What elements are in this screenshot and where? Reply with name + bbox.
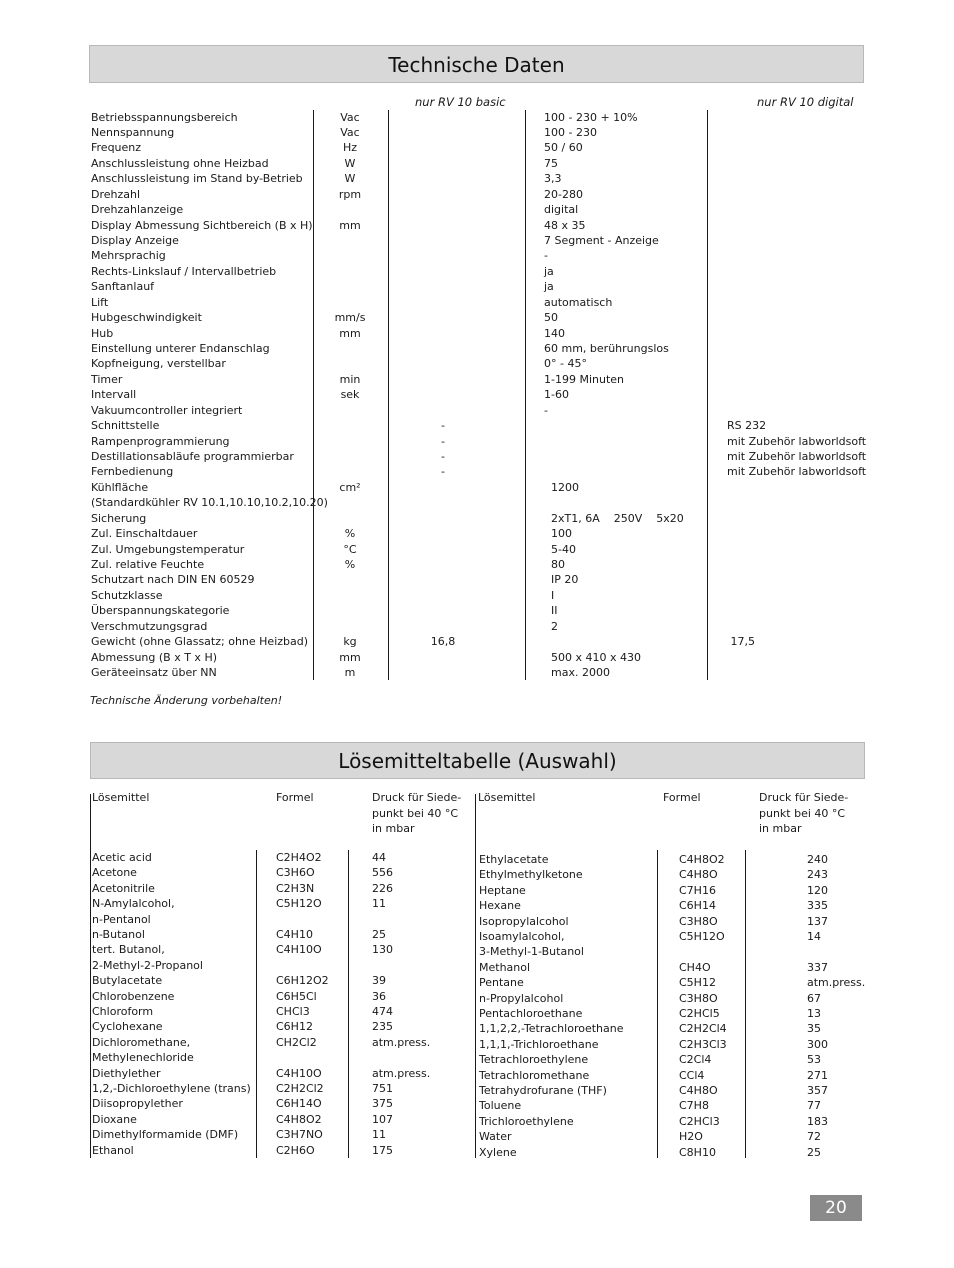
solvent-name: Acetone <box>92 866 137 880</box>
solvent-pressure: 107 <box>372 1112 393 1126</box>
spec-unit: mm <box>339 326 361 340</box>
solvent-name: Tetrahydrofurane (THF) <box>479 1084 607 1097</box>
spec-label: Nennspannung <box>91 125 175 139</box>
spec-label: Rampenprogrammierung <box>91 434 230 448</box>
spec-unit: W <box>344 156 356 170</box>
spec-label: Vakuumcontroller integriert <box>91 403 243 417</box>
spec-digital-value: mit Zubehör labworldsoft <box>727 434 867 448</box>
spec-unit: rpm <box>338 187 362 201</box>
spec-value: 50 / 60 <box>544 141 583 155</box>
technical-note: Technische Änderung vorbehalten! <box>90 694 283 707</box>
spec-basic-value: - <box>441 465 445 479</box>
spec-unit: % <box>344 527 356 541</box>
spec-label: Display Anzeige <box>91 233 179 247</box>
spec-value: max. 2000 <box>544 665 610 679</box>
spec-digital-value: 17,5 <box>727 635 755 649</box>
solvent-pressure: 243 <box>807 868 828 882</box>
spec-value: I <box>544 588 555 602</box>
spec-value: 50 <box>544 311 558 325</box>
solvent-pressure: atm.press. <box>807 976 866 990</box>
solvent-name: Water <box>479 1130 512 1144</box>
spec-basic-value: 16,8 <box>430 635 456 649</box>
solvent-name: Dichloromethane, <box>92 1035 191 1049</box>
spec-digital-value: mit Zubehör labworldsoft <box>727 465 867 479</box>
solvent-name: Isopropylalcohol <box>479 914 569 928</box>
solvent-formula: C2H2Cl2 <box>276 1082 324 1095</box>
solvent-name: Trichloroethylene <box>479 1114 574 1128</box>
spec-label: Display Abmessung Sichtbereich (B x H) <box>91 218 313 232</box>
solvent-pressure: 183 <box>807 1114 828 1128</box>
spec-value: 1-60 <box>544 388 569 402</box>
header-digital: nur RV 10 digital <box>757 95 854 109</box>
spec-label: Hub <box>91 326 114 340</box>
spec-label: Intervall <box>91 388 137 402</box>
col-header-pressure: Druck für Siede- punkt bei 40 °C in mbar <box>372 791 462 835</box>
spec-unit: Hz <box>342 141 358 155</box>
solvent-pressure: 14 <box>807 930 821 943</box>
solvent-pressure: 77 <box>807 1099 821 1113</box>
solvent-row <box>0 1114 954 1129</box>
solvent-formula: C2H4O2 <box>276 851 322 864</box>
spec-value: - <box>544 403 548 417</box>
spec-value: IP 20 <box>544 573 579 587</box>
spec-value: 75 <box>544 156 558 170</box>
solvent-pressure: 130 <box>372 943 393 957</box>
solvent-row <box>0 914 954 929</box>
solvent-name: 1,1,2,2,-Tetrachloroethane <box>479 1022 624 1036</box>
solvent-formula: CH4O <box>679 960 711 974</box>
page-number: 20 <box>810 1195 862 1221</box>
solvent-formula: C6H12O2 <box>276 974 329 988</box>
spec-value: 80 <box>544 557 565 571</box>
spec-value: 1200 <box>544 480 579 494</box>
solvent-name: n-Butanol <box>92 928 145 941</box>
solvent-row <box>0 852 954 867</box>
spec-label: Anschlussleistung ohne Heizbad <box>91 156 269 170</box>
spec-value: 3,3 <box>544 172 562 186</box>
spec-digital-value: mit Zubehör labworldsoft <box>727 449 867 463</box>
spec-label: Zul. Einschaltdauer <box>91 527 198 541</box>
solvent-pressure: 357 <box>807 1084 828 1097</box>
spec-digital-value: RS 232 <box>727 419 767 433</box>
solvent-row <box>0 1129 954 1144</box>
spec-unit: mm <box>339 650 361 664</box>
solvent-pressure: 11 <box>372 1128 386 1142</box>
spec-unit: Vac <box>340 110 360 124</box>
spec-value: 20-280 <box>544 187 583 201</box>
solvent-row <box>0 1098 954 1113</box>
solvent-pressure: atm.press. <box>372 1035 431 1049</box>
solvent-row <box>0 929 954 944</box>
spec-label: Destillationsabläufe programmierbar <box>91 449 294 463</box>
solvent-formula: C6H14O <box>276 1097 322 1111</box>
solvent-row <box>0 1037 954 1052</box>
solvent-formula: C4H10O <box>276 943 322 957</box>
solvent-formula: C8H10 <box>679 1145 716 1159</box>
spec-unit: mm <box>339 218 361 232</box>
spec-label: Verschmutzungsgrad <box>91 619 208 633</box>
solvent-formula: C6H5Cl <box>276 989 317 1003</box>
solvent-row <box>0 944 954 959</box>
solvent-name: Ethylacetate <box>479 853 549 866</box>
spec-label: Sicherung <box>91 511 147 525</box>
solvent-formula: C2Cl4 <box>679 1053 712 1067</box>
spec-value: automatisch <box>544 295 613 309</box>
spec-value: II <box>544 604 558 618</box>
solvent-name: Hexane <box>479 899 521 913</box>
spec-value: 2xT1, 6A 250V 5x20 <box>544 511 684 525</box>
solvent-formula: C2H3Cl3 <box>679 1037 727 1051</box>
spec-label: Lift <box>91 295 109 309</box>
spec-basic-value: - <box>441 449 445 463</box>
solvent-name: Xylene <box>479 1145 517 1159</box>
solvent-pressure: 67 <box>807 991 821 1005</box>
spec-label: Überspannungskategorie <box>91 604 230 618</box>
solvent-name: Dimethylformamide (DMF) <box>92 1128 239 1142</box>
solvent-pressure: 751 <box>372 1082 393 1095</box>
solvent-formula: C2HCl5 <box>679 1007 720 1020</box>
solvent-row <box>0 1068 954 1083</box>
spec-label: Kühlfläche <box>91 480 149 494</box>
solvent-name: 3-Methyl-1-Butanol <box>479 945 584 959</box>
solvent-pressure: 235 <box>372 1020 393 1034</box>
solvent-row <box>0 1052 954 1067</box>
solvent-formula: C4H8O <box>679 868 718 882</box>
solvent-formula: CCl4 <box>679 1068 705 1082</box>
solvent-row <box>0 960 954 975</box>
solvent-pressure: 240 <box>807 853 828 866</box>
solvent-formula: C5H12O <box>679 930 725 943</box>
solvent-formula: C4H10 <box>276 928 313 941</box>
solvent-pressure: 36 <box>372 989 386 1003</box>
solvent-formula: C4H8O2 <box>679 853 725 866</box>
spec-label: Fernbedienung <box>91 465 174 479</box>
solvent-pressure: 120 <box>807 883 828 897</box>
spec-value: 2 <box>544 619 558 633</box>
col-header-solvent: Lösemittel <box>92 791 150 804</box>
spec-label: Hubgeschwindigkeit <box>91 311 202 325</box>
spec-value: 0° - 45° <box>544 357 587 371</box>
spec-label: Timer <box>91 372 123 386</box>
solvent-formula: C5H12 <box>679 976 716 990</box>
solvent-name: Chlorobenzene <box>92 989 175 1003</box>
solvent-name: Methanol <box>479 960 531 974</box>
solvent-formula: C6H12 <box>276 1020 313 1034</box>
spec-value: 7 Segment - Anzeige <box>544 233 659 247</box>
solvent-name: n-Propylalcohol <box>479 991 564 1005</box>
spec-label: Mehrsprachig <box>91 249 166 263</box>
spec-value: 100 - 230 <box>544 125 597 139</box>
solvent-name: Dioxane <box>92 1112 137 1126</box>
solvent-pressure: 25 <box>807 1145 821 1159</box>
solvent-pressure: 300 <box>807 1037 828 1051</box>
solvent-pressure: 375 <box>372 1097 393 1111</box>
solvent-formula: C2H3N <box>276 881 315 895</box>
col-header-formula: Formel <box>663 791 701 804</box>
solvent-row <box>0 1145 954 1160</box>
solvent-table-title: Lösemitteltabelle (Auswahl) <box>90 742 865 779</box>
solvent-name: 1,1,1,-Trichloroethane <box>479 1037 599 1051</box>
tech-data-title: Technische Daten <box>89 45 864 83</box>
solvent-name: 1,2,-Dichloroethylene (trans) <box>92 1082 251 1095</box>
spec-value: 1-199 Minuten <box>544 372 625 386</box>
spec-unit: mm/s <box>334 311 366 325</box>
solvent-name: Pentane <box>479 976 524 990</box>
spec-value: 5-40 <box>544 542 576 556</box>
solvent-pressure: 53 <box>807 1053 821 1067</box>
spec-value: 140 <box>544 326 565 340</box>
spec-label: Gewicht (ohne Glassatz; ohne Heizbad) <box>91 635 309 649</box>
spec-value: ja <box>544 280 554 294</box>
spec-label: Anschlussleistung im Stand by-Betrieb <box>91 172 303 186</box>
spec-unit: sek <box>340 388 360 402</box>
spec-label: Rechts-Linkslauf / Intervallbetrieb <box>91 264 277 278</box>
solvent-name: tert. Butanol, <box>92 943 165 957</box>
solvent-name: Acetic acid <box>92 851 152 864</box>
spec-unit: % <box>344 557 356 571</box>
solvent-formula: C2H6O <box>276 1143 315 1157</box>
solvent-pressure: 175 <box>372 1143 393 1157</box>
spec-value: digital <box>544 203 579 217</box>
spec-label: (Standardkühler RV 10.1,10.10,10.2,10.20) <box>91 496 328 510</box>
solvent-name: Chloroform <box>92 1005 154 1018</box>
solvent-name: 2-Methyl-2-Propanol <box>92 958 203 972</box>
solvent-formula: C2H2Cl4 <box>679 1022 727 1036</box>
spec-unit: Vac <box>340 125 360 139</box>
solvent-pressure: 35 <box>807 1022 821 1036</box>
spec-value: ja <box>544 264 554 278</box>
solvent-pressure: 137 <box>807 914 828 928</box>
spec-value: 100 <box>544 527 572 541</box>
solvent-pressure: 337 <box>807 960 828 974</box>
solvent-formula: C4H8O2 <box>276 1112 322 1126</box>
col-header-formula: Formel <box>276 791 314 804</box>
spec-label: Drehzahl <box>91 187 141 201</box>
solvent-pressure: 556 <box>372 866 393 880</box>
spec-label: Schutzart nach DIN EN 60529 <box>91 573 255 587</box>
solvent-name: Cyclohexane <box>92 1020 163 1034</box>
solvent-pressure: 335 <box>807 899 828 913</box>
spec-unit: cm² <box>339 480 361 494</box>
spec-label: Drehzahlanzeige <box>91 203 184 217</box>
col-header-pressure: Druck für Siede- punkt bei 40 °C in mbar <box>759 791 849 835</box>
solvent-pressure: 39 <box>372 974 386 988</box>
spec-label: Einstellung unterer Endanschlag <box>91 341 270 355</box>
solvent-pressure: 72 <box>807 1130 821 1144</box>
solvent-pressure: atm.press. <box>372 1066 431 1080</box>
solvent-name: Pentachloroethane <box>479 1007 583 1020</box>
solvent-pressure: 13 <box>807 1007 821 1020</box>
solvent-name: Isoamylalcohol, <box>479 930 565 943</box>
solvent-formula: C4H8O <box>679 1084 718 1097</box>
solvent-formula: H2O <box>679 1130 703 1144</box>
spec-value: - <box>544 249 548 263</box>
solvent-pressure: 474 <box>372 1005 393 1018</box>
spec-unit: min <box>339 372 361 386</box>
solvent-name: Diisopropylether <box>92 1097 183 1111</box>
spec-value: 60 mm, berührungslos <box>544 341 669 355</box>
solvent-pressure: 44 <box>372 851 386 864</box>
spec-value: 500 x 410 x 430 <box>544 650 641 664</box>
spec-label: Betriebsspannungsbereich <box>91 110 238 124</box>
solvent-formula: C6H14 <box>679 899 716 913</box>
solvent-formula: C3H6O <box>276 866 315 880</box>
solvent-name: Toluene <box>479 1099 522 1113</box>
spec-label: Abmessung (B x T x H) <box>91 650 218 664</box>
spec-label: Schnittstelle <box>91 419 160 433</box>
solvent-row <box>0 1021 954 1036</box>
spec-label: Schutzklasse <box>91 588 163 602</box>
spec-value: 48 x 35 <box>544 218 586 232</box>
solvent-pressure: 271 <box>807 1068 828 1082</box>
solvent-row <box>0 975 954 990</box>
spec-basic-value: - <box>441 434 445 448</box>
solvent-formula: CHCl3 <box>276 1005 310 1018</box>
solvent-formula: C3H7NO <box>276 1128 323 1142</box>
col-header-solvent: Lösemittel <box>478 791 536 804</box>
solvent-name: Tetrachloromethane <box>479 1068 590 1082</box>
solvent-formula: C7H16 <box>679 883 716 897</box>
spec-label: Geräteeinsatz über NN <box>91 665 217 679</box>
solvent-formula: CH2Cl2 <box>276 1035 317 1049</box>
solvent-row <box>0 898 954 913</box>
solvent-name: Ethylmethylketone <box>479 868 583 882</box>
spec-label: Zul. relative Feuchte <box>91 557 205 571</box>
spec-label: Sanftanlauf <box>91 280 155 294</box>
solvent-formula: C2HCl3 <box>679 1114 720 1128</box>
solvent-name: Ethanol <box>92 1143 134 1157</box>
solvent-name: N-Amylalcohol, <box>92 897 175 911</box>
solvent-formula: C3H8O <box>679 991 718 1005</box>
spec-label: Frequenz <box>91 141 142 155</box>
header-basic: nur RV 10 basic <box>415 95 506 109</box>
solvent-name: Acetonitrile <box>92 881 155 895</box>
solvent-formula: C5H12O <box>276 897 322 911</box>
solvent-row <box>0 1083 954 1098</box>
solvent-name: n-Pentanol <box>92 912 151 926</box>
solvent-row <box>0 883 954 898</box>
spec-basic-value: - <box>441 419 445 433</box>
solvent-name: Methylenechloride <box>92 1051 194 1065</box>
solvent-row <box>0 1006 954 1021</box>
solvent-name: Butylacetate <box>92 974 163 988</box>
spec-unit: °C <box>343 542 357 556</box>
solvent-formula: C7H8 <box>679 1099 709 1113</box>
solvent-name: Heptane <box>479 883 526 897</box>
solvent-name: Tetrachloroethylene <box>479 1053 589 1067</box>
solvent-pressure: 25 <box>372 928 386 941</box>
spec-label: Kopfneigung, verstellbar <box>91 357 226 371</box>
solvent-formula: C4H10O <box>276 1066 322 1080</box>
solvent-formula: C3H8O <box>679 914 718 928</box>
solvent-row <box>0 991 954 1006</box>
solvent-name: Diethylether <box>92 1066 161 1080</box>
spec-unit: kg <box>343 635 357 649</box>
solvent-pressure: 11 <box>372 897 386 911</box>
solvent-row <box>0 867 954 882</box>
spec-label: Zul. Umgebungstemperatur <box>91 542 245 556</box>
spec-unit: m <box>344 665 356 679</box>
solvent-pressure: 226 <box>372 881 393 895</box>
spec-value: 100 - 230 + 10% <box>544 110 638 124</box>
spec-unit: W <box>344 172 356 186</box>
